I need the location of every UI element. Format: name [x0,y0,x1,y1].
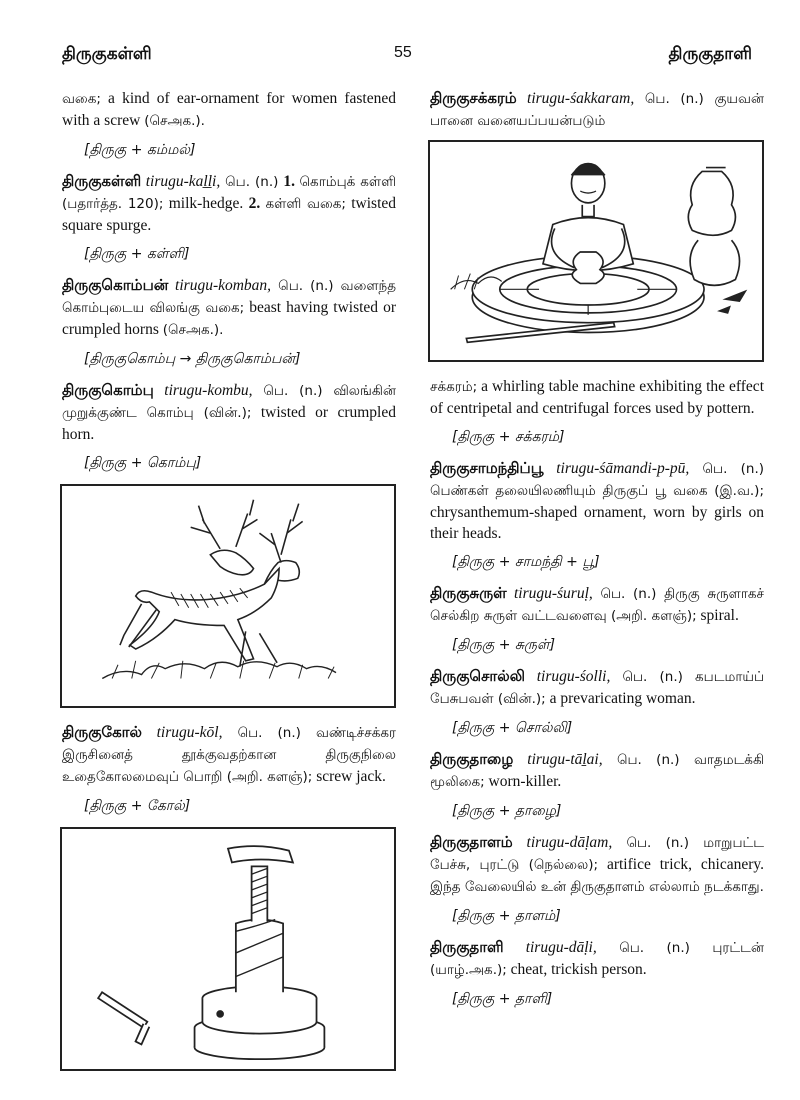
part-of-speech: பெ. (n.) [596,940,713,956]
part-of-speech: பெ. (n.) [222,725,316,741]
tamil-gloss: மாறுபட்ட பேச்சு, புரட்டு [430,835,764,873]
page-number: 55 [394,44,412,61]
dictionary-entry [62,722,396,788]
part-of-speech: பெ. (n.) [602,752,694,768]
tamil-gloss: பெண்கள் தலையிலணியும் திருகுப் பூ வகை [430,483,715,499]
transliteration: tirugu-śolli, [536,668,611,685]
english-gloss: screw jack. [312,768,386,785]
source-ref: (வின்.); [497,691,546,707]
deer-illustration [60,484,396,708]
tamil-gloss: விலங்கின் முறுக்குண்ட கொம்பு [62,383,396,421]
headword: திருகுசக்கரம் [430,89,517,107]
part-of-speech: பெ. (n.) [689,461,765,477]
transliteration: tirugu-śakkaram, [527,90,635,107]
screw-jack-icon [62,829,394,1069]
etymology: [திருகுகொம்பு → திருகுகொம்பன்] [84,351,301,367]
english-gloss: spiral. [696,607,739,624]
english-gloss: artifice trick, chicanery. [598,856,764,873]
potter-wheel-icon [430,142,762,360]
english-gloss: a kind of ear-ornament for women fastened with a screw [62,90,396,129]
tamil-gloss: புரட்டன் [712,940,764,956]
transliteration: tirugu-tāḻai, [527,751,603,768]
source-ref: (அறி. களஞ்); [611,608,697,624]
tamil-gloss: குயவன் பானை வனையப்பயன்படும் [430,91,764,129]
headword: திருகுகள்ளி [62,172,142,190]
left-column [62,88,396,1085]
dictionary-entry [430,458,764,544]
dictionary-entry [430,832,764,898]
sense-number: 1. [283,173,300,190]
tamil-gloss: வண்டிச்சக்கர இருசினைத் தூக்குவதற்கான திருகுநிலை உதைகோலமைவுப் பொறி [62,725,396,785]
source-ref: (செஅக.). [162,322,224,338]
source-ref: (அறி. களஞ்); [226,769,313,785]
source-ref: (வின்.); [203,405,252,421]
headword: திருகுசொல்லி [430,667,525,685]
headword: திருகுதாளம் [430,833,513,851]
part-of-speech: பெ. (n.) [612,835,704,851]
dictionary-entry [62,380,396,445]
etymology: [திருகு + சாமந்தி + பூ] [452,554,600,570]
etymology: [திருகு + கோல்] [84,798,191,814]
headword: திருகுகோல் [62,723,142,741]
tamil-gloss: சக்கரம்; [430,379,478,395]
part-of-speech: பெ. (n.) [610,669,696,685]
transliteration: tirugu-kombu, [164,382,253,399]
running-head-left: திருகுகள்ளி [62,44,152,64]
source-ref: (நெல்லை); [528,857,599,873]
headword: திருகுகொம்பு [62,381,154,399]
english-gloss: twisted or crumpled horn. [62,404,396,443]
english-gloss: milk-hedge. [163,195,249,212]
headword: திருகுசாமந்திப்பூ [430,459,544,477]
tamil-gloss: கபடமாய்ப் பேசுபவள் [430,669,764,707]
right-column [430,88,764,1020]
transliteration: tirugu-śuruḷ, [513,585,593,602]
part-of-speech: பெ. (n.) [271,278,341,294]
tamil-gloss: வகை; [62,91,101,107]
source-ref: (பதார்த்த. 120); [62,196,164,212]
transliteration: tirugu-śāmandi-p-pū, [556,460,690,477]
dictionary-entry [430,937,764,981]
transliteration: tirugu-komban, [175,277,272,294]
part-of-speech: பெ. (n.) [252,383,334,399]
dictionary-entry [62,171,396,236]
etymology: [திருகு + சக்கரம்] [452,429,565,445]
etymology: [திருகு + தாளி] [452,991,553,1007]
part-of-speech: பெ. (n.) [592,586,665,602]
etymology: [திருகு + தாளம்] [452,908,561,924]
running-head-right: திருகுதாளி [668,44,752,64]
headword: திருகுதாளி [430,938,504,956]
tamil-gloss: வளைந்த கொம்புடைய விலங்கு வகை; [62,278,397,316]
source-ref: (யாழ்.அக.); [430,962,507,978]
tamil-gloss: கொம்புக் கள்ளி [299,174,397,190]
transliteration: tirugu-kōl, [156,724,223,741]
potter-wheel-illustration [428,140,764,362]
screw-jack-illustration [60,827,396,1071]
usage-example: இந்த வேலையில் உன் திருகுதாளம் எல்லாம் நடக்காது. [430,879,764,895]
english-gloss: chrysanthemum-shaped ornament, worn by girls on their heads. [430,504,764,542]
dictionary-entry [430,749,764,793]
dictionary-entry [62,275,396,341]
english-gloss: twisted square spurge. [62,195,397,234]
transliteration: tirugu-dāḷam, [526,834,613,851]
transliteration: tirugu-dāḷi, [525,939,597,956]
continued-entry [62,88,396,132]
deer-icon [62,486,394,706]
headword: திருகுகொம்பன் [62,276,169,294]
tamil-gloss: திருகு சுருளாகச் செல்கிற சுருள் வட்டவளைவு [430,586,764,624]
etymology: [திருகு + சுருள்] [452,637,556,653]
source-ref: (செஅக.). [144,113,205,129]
tamil-gloss: கள்ளி வகை; [265,196,346,212]
etymology: [திருகு + சொல்லி] [452,720,573,736]
english-gloss: worn-killer. [484,773,562,790]
headword: திருகுசுருள் [430,584,507,602]
english-gloss: cheat, trickish person. [506,961,647,978]
english-gloss: a whirling table machine exhibiting the effect of centripetal and centrifugal forces used by pottern. [430,378,764,417]
etymology: [திருகு + கள்ளி] [84,246,190,262]
english-gloss: a prevaricating woman. [545,690,696,707]
dictionary-entry [430,666,764,710]
part-of-speech: பெ. (n.) [220,174,284,190]
sense-number: 2. [248,195,266,212]
source-ref: (இ.வ.); [714,483,764,499]
etymology: [திருகு + கம்மல்] [84,142,196,158]
part-of-speech: பெ. (n.) [634,91,715,107]
continued-entry [430,376,764,419]
tamil-gloss: வாதமடக்கி மூலிகை; [430,752,765,790]
dictionary-entry [430,583,764,627]
etymology: [திருகு + தாழை] [452,803,562,819]
headword: திருகுதாழை [430,750,514,768]
english-gloss: beast having twisted or crumpled horns [62,299,396,338]
transliteration: tirugu-kaḻḻi, [145,173,221,190]
etymology: [திருகு + கொம்பு] [84,455,202,471]
dictionary-entry [430,88,764,132]
